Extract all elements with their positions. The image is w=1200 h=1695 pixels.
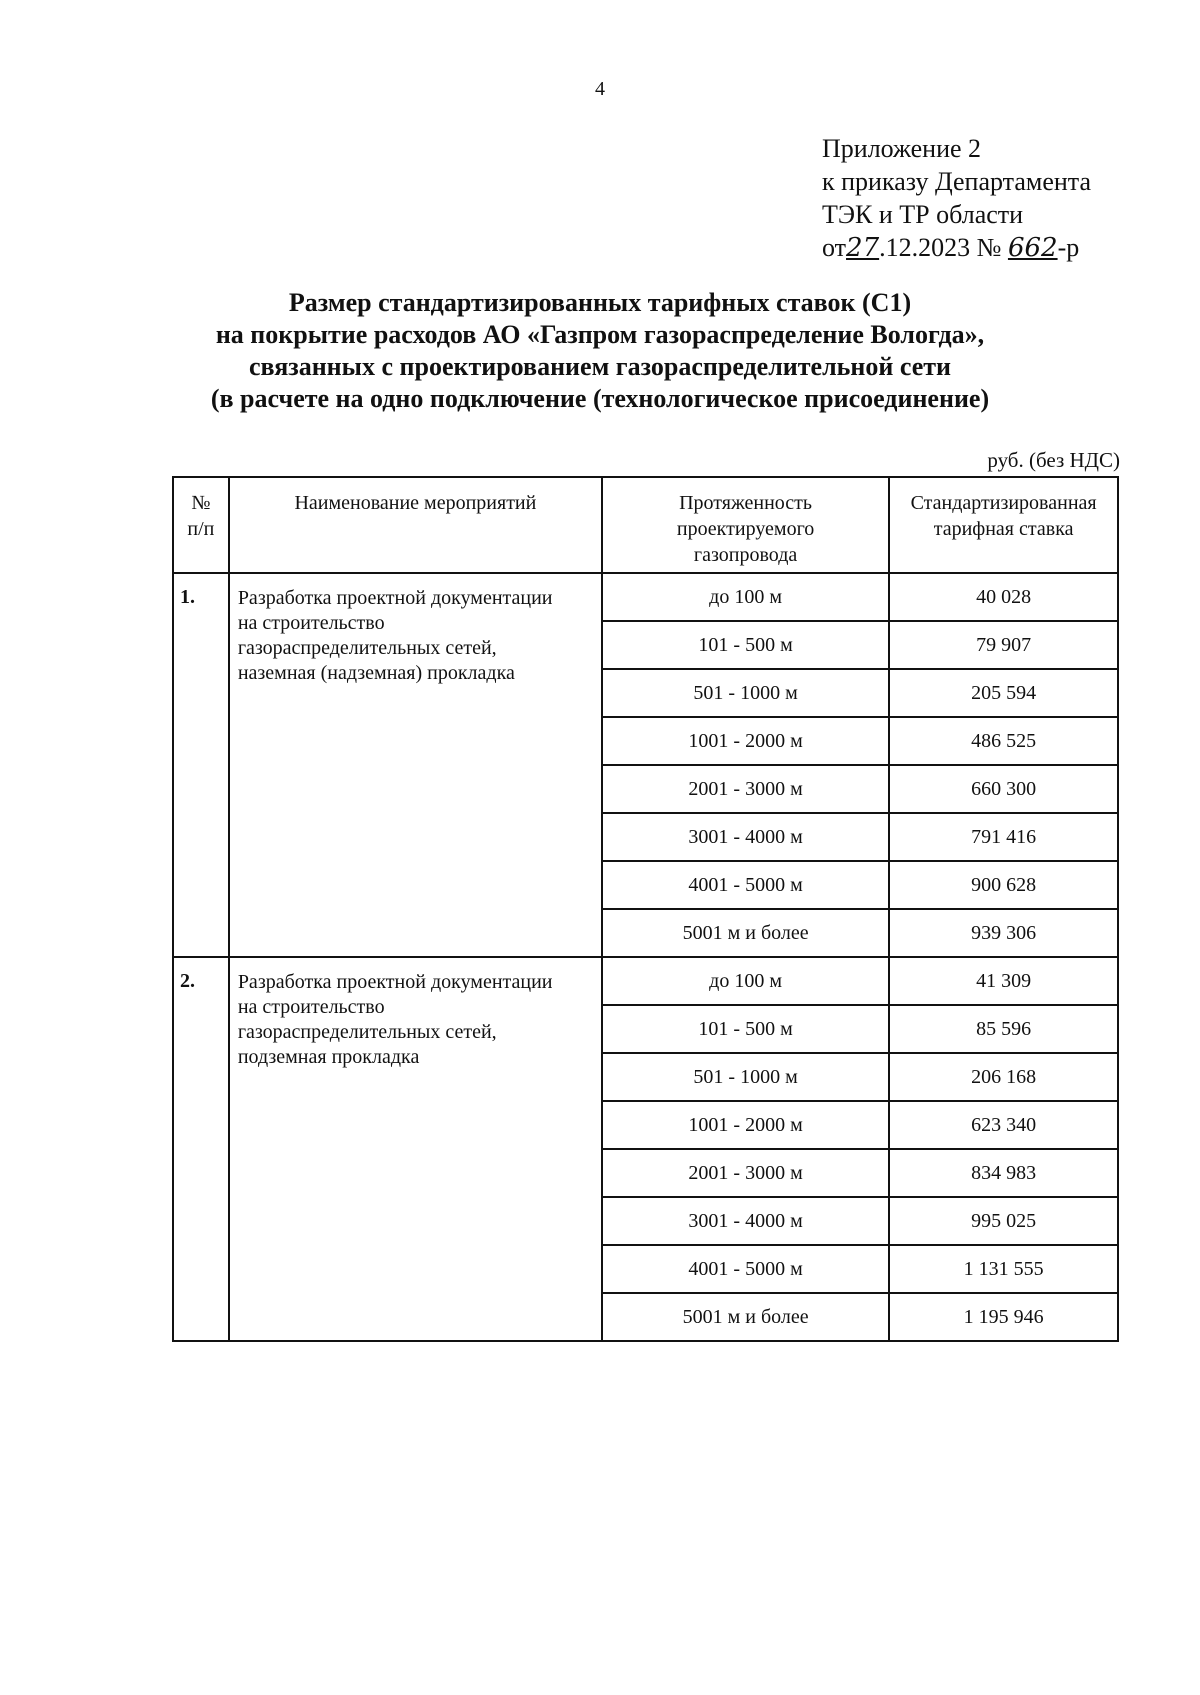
- tariff-table: [172, 476, 1119, 1342]
- group-name-line: наземная (надземная) прокладка: [237, 662, 515, 684]
- rate-cell: 1 131 555: [889, 1245, 1118, 1293]
- length-cell: 5001 м и более: [602, 1293, 889, 1341]
- header-text: Стандартизированная: [910, 492, 1097, 514]
- rate-cell: 900 628: [889, 861, 1118, 909]
- group-name-line: газораспределительных сетей,: [237, 1021, 497, 1043]
- date-prefix: от: [822, 233, 847, 262]
- title-line: связанных с проектированием газораспределительной сети: [248, 352, 952, 381]
- units-note: руб. (без НДС): [987, 448, 1120, 472]
- rate-cell: 939 306: [889, 909, 1118, 957]
- appendix-line: Приложение 2: [822, 134, 982, 163]
- rate-cell: 623 340: [889, 1101, 1118, 1149]
- header-text: проектируемого: [676, 518, 815, 540]
- handwritten-day: 27: [846, 233, 880, 263]
- header-text: Протяженность: [679, 492, 813, 514]
- page-number: 4: [595, 78, 605, 100]
- rate-cell: 1 195 946: [889, 1293, 1118, 1341]
- group-name-line: на строительство: [237, 612, 385, 634]
- header-name: [229, 477, 602, 573]
- group-name: [229, 573, 602, 957]
- header-text: №: [191, 492, 211, 514]
- appendix-line: к приказу Департамента: [822, 167, 1092, 196]
- rate-cell: 41 309: [889, 957, 1118, 1005]
- rate-cell: 85 596: [889, 1005, 1118, 1053]
- appendix-date-line: [822, 231, 1091, 265]
- header-length: [602, 477, 889, 573]
- group-name: [229, 957, 602, 1341]
- date-rest: .12.2023 №: [879, 233, 1002, 262]
- title-line: Размер стандартизированных тарифных ставок (С1): [288, 288, 912, 317]
- group-name-line: Разработка проектной документации: [237, 587, 553, 609]
- rate-cell: 791 416: [889, 813, 1118, 861]
- length-cell: 3001 - 4000 м: [602, 813, 889, 861]
- group-number: 2.: [173, 957, 229, 1341]
- group-name-line: Разработка проектной документации: [237, 971, 553, 993]
- length-cell: 101 - 500 м: [602, 621, 889, 669]
- rate-cell: 40 028: [889, 573, 1118, 621]
- group-number: 1.: [173, 573, 229, 957]
- title-line: на покрытие расходов АО «Газпром газораспределение Вологда»,: [215, 320, 985, 349]
- group-name-line: подземная прокладка: [237, 1046, 420, 1068]
- title-line: (в расчете на одно подключение (технологическое присоединение): [210, 384, 990, 413]
- rate-cell: 660 300: [889, 765, 1118, 813]
- header-rate: [889, 477, 1118, 573]
- order-suffix: -р: [1057, 233, 1080, 262]
- length-cell: 501 - 1000 м: [602, 669, 889, 717]
- rate-cell: 79 907: [889, 621, 1118, 669]
- length-cell: до 100 м: [602, 573, 889, 621]
- handwritten-order-number: 662: [1007, 233, 1058, 263]
- rate-cell: 205 594: [889, 669, 1118, 717]
- length-cell: 3001 - 4000 м: [602, 1197, 889, 1245]
- length-cell: до 100 м: [602, 957, 889, 1005]
- appendix-block: [822, 132, 1091, 265]
- length-cell: 1001 - 2000 м: [602, 717, 889, 765]
- length-cell: 501 - 1000 м: [602, 1053, 889, 1101]
- table-row: [173, 957, 1118, 1005]
- length-cell: 4001 - 5000 м: [602, 861, 889, 909]
- group-name-line: на строительство: [237, 996, 385, 1018]
- length-cell: 4001 - 5000 м: [602, 1245, 889, 1293]
- length-cell: 1001 - 2000 м: [602, 1101, 889, 1149]
- header-text: газопровода: [693, 544, 798, 566]
- rate-cell: 995 025: [889, 1197, 1118, 1245]
- rate-cell: 834 983: [889, 1149, 1118, 1197]
- document-title: [0, 287, 1200, 415]
- header-text: Наименование мероприятий: [294, 492, 537, 514]
- table-row: [173, 573, 1118, 621]
- table-header-row: [173, 477, 1118, 573]
- header-num: [173, 477, 229, 573]
- length-cell: 2001 - 3000 м: [602, 1149, 889, 1197]
- group-name-line: газораспределительных сетей,: [237, 637, 497, 659]
- rate-cell: 486 525: [889, 717, 1118, 765]
- length-cell: 101 - 500 м: [602, 1005, 889, 1053]
- length-cell: 5001 м и более: [602, 909, 889, 957]
- header-text: п/п: [187, 518, 215, 540]
- length-cell: 2001 - 3000 м: [602, 765, 889, 813]
- appendix-line: ТЭК и ТР области: [822, 200, 1024, 229]
- rate-cell: 206 168: [889, 1053, 1118, 1101]
- header-text: тарифная ставка: [933, 518, 1074, 540]
